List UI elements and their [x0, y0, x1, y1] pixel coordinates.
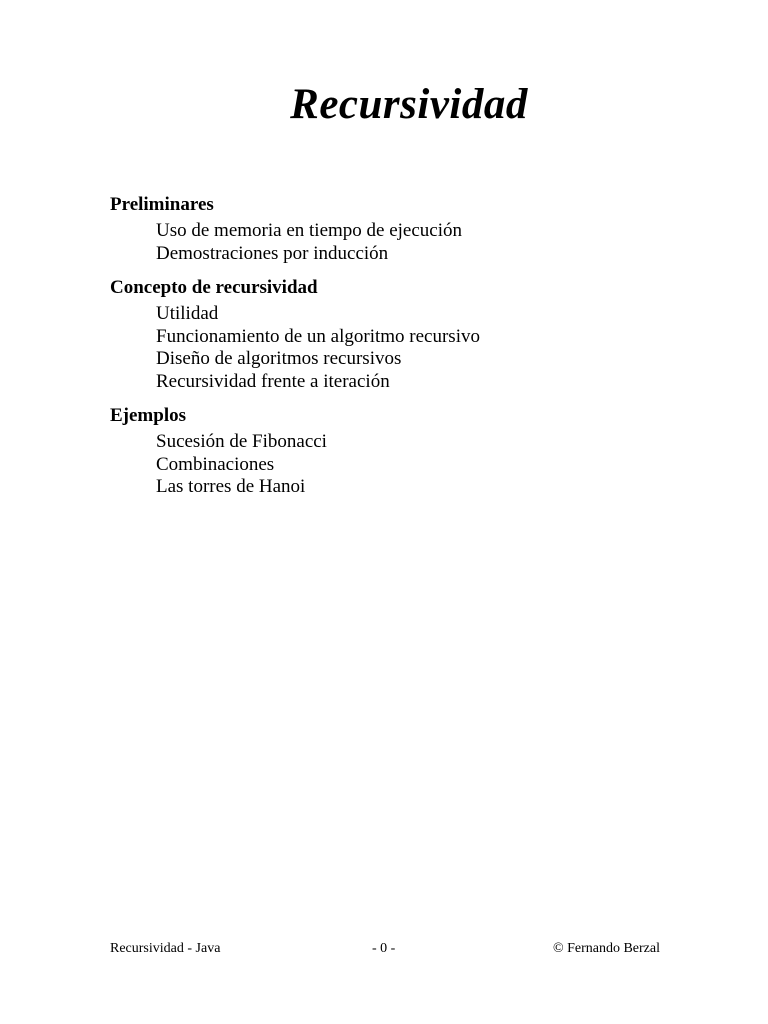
footer-page-number: - 0 - — [372, 941, 396, 956]
footer-document-name: Recursividad - Java — [110, 941, 221, 956]
section-item-list — [110, 303, 670, 393]
table-of-contents — [110, 194, 670, 511]
section-heading: Ejemplos — [110, 405, 186, 426]
list-item: Combinaciones — [156, 453, 275, 475]
section-heading: Concepto de recursividad — [110, 277, 318, 298]
section-ejemplos — [110, 405, 670, 499]
section-concepto — [110, 277, 670, 393]
list-item: Recursividad frente a iteración — [156, 370, 390, 392]
section-item-list — [110, 431, 670, 499]
list-item: Diseño de algoritmos recursivos — [156, 348, 402, 369]
list-item: Utilidad — [156, 303, 219, 324]
list-item: Sucesión de Fibonacci — [156, 431, 327, 452]
page-title: Recursividad — [290, 81, 528, 128]
section-item-list — [110, 220, 670, 265]
footer-copyright: © Fernando Berzal — [552, 941, 660, 956]
list-item: Demostraciones por inducción — [156, 242, 389, 264]
section-preliminares — [110, 194, 670, 265]
list-item: Las torres de Hanoi — [156, 476, 306, 497]
list-item: Funcionamiento de un algoritmo recursivo — [156, 325, 480, 347]
list-item: Uso de memoria en tiempo de ejecución — [156, 220, 463, 241]
section-heading: Preliminares — [110, 194, 214, 215]
page-footer — [110, 941, 660, 959]
